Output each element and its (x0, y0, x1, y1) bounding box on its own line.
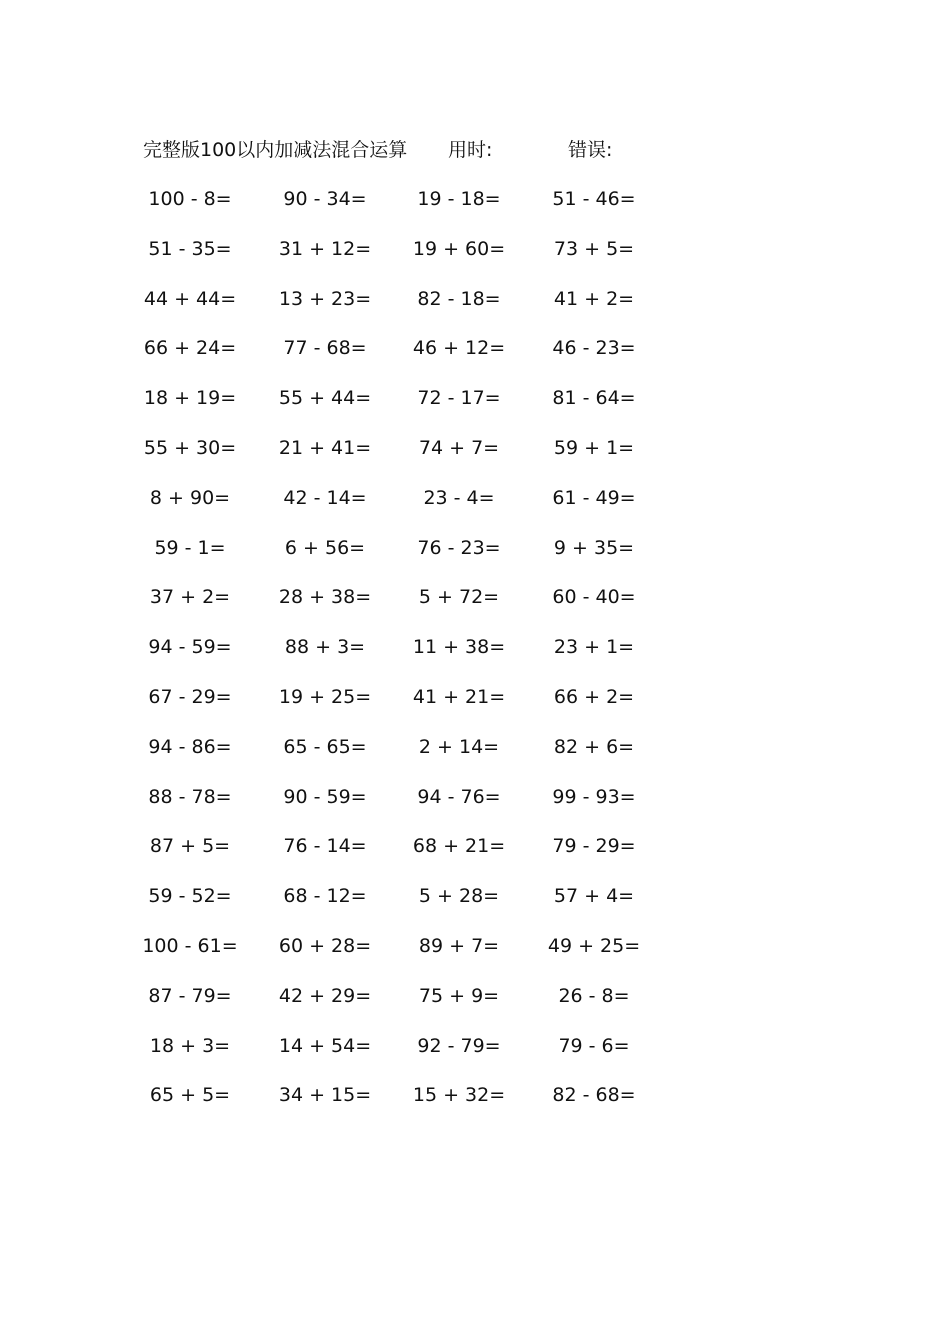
problem-row (0, 981, 950, 1011)
problem-cell: 87 - 79= (148, 985, 232, 1007)
problem-cell: 100 - 8= (148, 188, 232, 210)
problem-cell: 74 + 7= (418, 437, 500, 459)
problem-cell: 28 + 38= (278, 586, 372, 608)
problem-cell: 11 + 38= (412, 636, 506, 658)
problem-cell: 79 - 29= (552, 835, 636, 857)
problem-cell: 34 + 15= (278, 1084, 372, 1106)
problem-row (0, 533, 950, 563)
problem-cell: 8 + 90= (149, 487, 231, 509)
problem-cell: 23 + 1= (553, 636, 635, 658)
problem-cell: 37 + 2= (149, 586, 231, 608)
problem-cell: 21 + 41= (278, 437, 372, 459)
problem-row (0, 1031, 950, 1061)
problem-cell: 59 - 1= (154, 537, 226, 559)
problem-cell: 14 + 54= (278, 1035, 372, 1057)
problem-cell: 65 - 65= (283, 736, 367, 758)
problem-cell: 55 + 30= (143, 437, 237, 459)
problem-row (0, 333, 950, 363)
problem-row (0, 831, 950, 861)
problem-cell: 46 - 23= (552, 337, 636, 359)
problem-cell: 60 - 40= (552, 586, 636, 608)
problem-cell: 55 + 44= (278, 387, 372, 409)
problem-cell: 57 + 4= (553, 885, 635, 907)
problem-cell: 66 + 24= (143, 337, 237, 359)
problem-cell: 67 - 29= (148, 686, 232, 708)
problem-row (0, 433, 950, 463)
problem-row (0, 632, 950, 662)
errors-label: 错误: (568, 139, 613, 161)
problem-cell: 66 + 2= (553, 686, 635, 708)
problem-cell: 90 - 34= (283, 188, 367, 210)
problem-cell: 59 + 1= (553, 437, 635, 459)
problem-cell: 15 + 32= (412, 1084, 506, 1106)
problem-cell: 81 - 64= (552, 387, 636, 409)
problem-cell: 75 + 9= (418, 985, 500, 1007)
problem-cell: 46 + 12= (412, 337, 506, 359)
problem-row (0, 582, 950, 612)
problem-cell: 41 + 2= (553, 288, 635, 310)
problem-cell: 99 - 93= (552, 786, 636, 808)
time-label: 用时: (448, 139, 493, 161)
problem-row (0, 682, 950, 712)
problem-row (0, 881, 950, 911)
problem-cell: 23 - 4= (423, 487, 495, 509)
problem-cell: 51 - 46= (552, 188, 636, 210)
problem-cell: 82 - 68= (552, 1084, 636, 1106)
problem-cell: 72 - 17= (417, 387, 501, 409)
problem-cell: 13 + 23= (278, 288, 372, 310)
problem-cell: 49 + 25= (547, 935, 641, 957)
problem-row (0, 184, 950, 214)
problem-cell: 6 + 56= (284, 537, 366, 559)
problem-row (0, 284, 950, 314)
problem-cell: 5 + 72= (418, 586, 500, 608)
problem-cell: 73 + 5= (553, 238, 635, 260)
problem-cell: 42 + 29= (278, 985, 372, 1007)
problem-row (0, 782, 950, 812)
problem-cell: 59 - 52= (148, 885, 232, 907)
problem-cell: 42 - 14= (283, 487, 367, 509)
problem-cell: 76 - 23= (417, 537, 501, 559)
problem-row (0, 732, 950, 762)
worksheet-title: 完整版100以内加减法混合运算 (143, 139, 408, 161)
problem-cell: 19 + 60= (412, 238, 506, 260)
problem-cell: 41 + 21= (412, 686, 506, 708)
problem-cell: 26 - 8= (558, 985, 630, 1007)
problem-cell: 90 - 59= (283, 786, 367, 808)
problem-cell: 79 - 6= (558, 1035, 630, 1057)
problem-cell: 9 + 35= (553, 537, 635, 559)
problem-row (0, 931, 950, 961)
problem-cell: 2 + 14= (418, 736, 500, 758)
problem-cell: 19 + 25= (278, 686, 372, 708)
problem-row (0, 234, 950, 264)
problem-cell: 31 + 12= (278, 238, 372, 260)
problem-cell: 68 + 21= (412, 835, 506, 857)
problem-cell: 100 - 61= (142, 935, 238, 957)
problem-cell: 61 - 49= (552, 487, 636, 509)
problem-row (0, 483, 950, 513)
problem-cell: 94 - 76= (417, 786, 501, 808)
problem-cell: 82 + 6= (553, 736, 635, 758)
problem-cell: 94 - 59= (148, 636, 232, 658)
problem-cell: 87 + 5= (149, 835, 231, 857)
problem-cell: 88 - 78= (148, 786, 232, 808)
problem-cell: 65 + 5= (149, 1084, 231, 1106)
problem-cell: 77 - 68= (283, 337, 367, 359)
problem-cell: 18 + 19= (143, 387, 237, 409)
problem-cell: 76 - 14= (283, 835, 367, 857)
problem-row (0, 383, 950, 413)
problem-cell: 5 + 28= (418, 885, 500, 907)
problem-cell: 18 + 3= (149, 1035, 231, 1057)
problem-cell: 44 + 44= (143, 288, 237, 310)
problem-cell: 92 - 79= (417, 1035, 501, 1057)
problem-cell: 19 - 18= (417, 188, 501, 210)
problem-cell: 88 + 3= (284, 636, 366, 658)
problem-cell: 51 - 35= (148, 238, 232, 260)
problem-row (0, 1080, 950, 1110)
problem-cell: 94 - 86= (148, 736, 232, 758)
problem-cell: 82 - 18= (417, 288, 501, 310)
problem-cell: 89 + 7= (418, 935, 500, 957)
problem-cell: 60 + 28= (278, 935, 372, 957)
problem-cell: 68 - 12= (283, 885, 367, 907)
